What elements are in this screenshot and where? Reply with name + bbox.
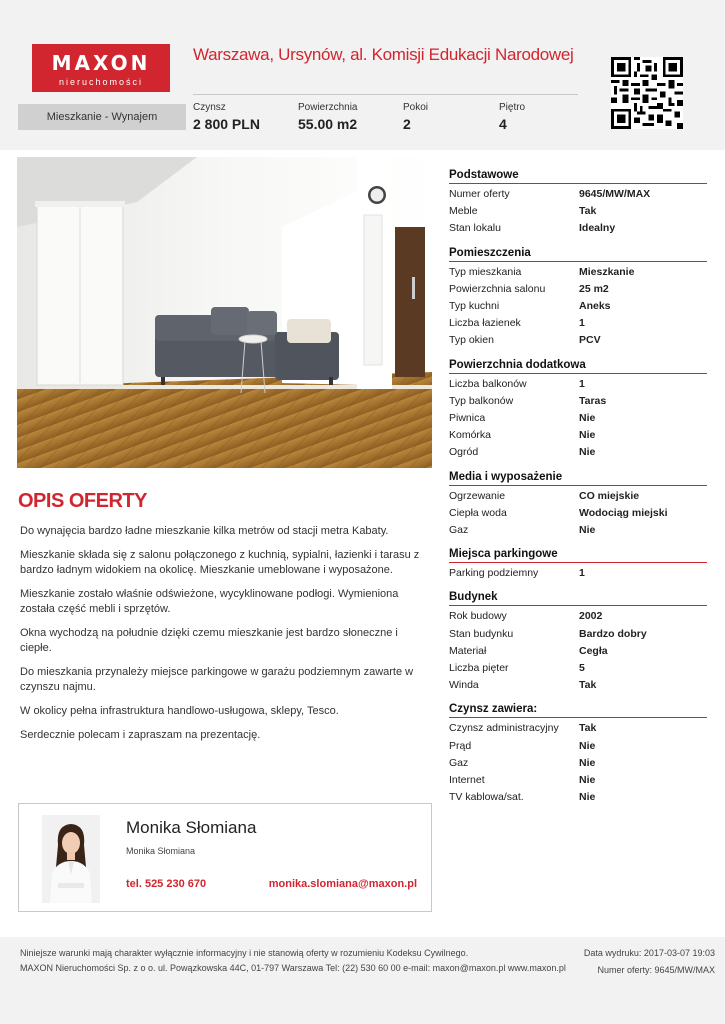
qr-code-icon — [611, 57, 683, 129]
header-divider — [193, 94, 578, 95]
stat-rent — [193, 101, 260, 134]
detail-key: Prąd — [449, 739, 472, 752]
footer-band — [0, 937, 725, 1024]
detail-value: 1 — [579, 567, 585, 580]
detail-key: Czynsz administracyjny — [449, 722, 559, 735]
detail-key: Typ balkonów — [449, 394, 514, 407]
stat-label: Piętro — [499, 102, 526, 113]
detail-key: Typ mieszkania — [449, 265, 522, 278]
description-paragraph: Mieszkanie składa się z salonu połączonego z kuchnią, sypialni, łazienki i tarasu z bardzo ładnym widokiem na okolicę. Mieszkanie umeblowane i wyposażone. — [20, 549, 420, 576]
logo-main-text: MAXON — [51, 51, 151, 75]
agent-photo — [42, 815, 100, 903]
detail-key: Winda — [449, 679, 479, 692]
description-title: OPIS OFERTY — [18, 490, 147, 512]
detail-value: 25 m2 — [579, 282, 609, 295]
detail-row — [449, 203, 707, 220]
footer-company-info: MAXON Nieruchomości Sp. z o o. ul. Powązkowska 44C, 01-797 Warszawa Tel: (22) 530 60 00 e-mail: maxon@maxon.pl www.maxon.pl — [20, 963, 566, 973]
section-title: Budynek — [449, 590, 707, 606]
detail-value: CO miejskie — [579, 489, 640, 502]
detail-row — [449, 789, 707, 806]
detail-key: TV kablowa/sat. — [449, 791, 524, 804]
detail-key: Liczba łazienek — [449, 317, 521, 330]
section-rent-includes — [449, 702, 707, 806]
detail-key: Gaz — [449, 524, 469, 537]
stat-rooms — [403, 101, 428, 134]
section-title: Media i wyposażenie — [449, 470, 707, 486]
description-paragraph: Okna wychodzą na południe dzięki czemu mieszkanie jest bardzo słoneczne i ciepłe. — [20, 627, 398, 654]
description-body — [20, 524, 430, 752]
section-rooms — [449, 246, 707, 350]
detail-value: Cegła — [579, 644, 608, 657]
detail-value: Nie — [579, 756, 596, 769]
description-paragraph: Do wynajęcia bardzo ładne mieszkanie kilka metrów od stacji metra Kabaty. — [20, 525, 389, 537]
detail-row — [449, 298, 707, 315]
section-title: Podstawowe — [449, 168, 707, 184]
detail-key: Parking podziemny — [449, 567, 539, 580]
section-building — [449, 590, 707, 694]
detail-value: Tak — [579, 722, 597, 735]
detail-row — [449, 332, 707, 349]
detail-row — [449, 264, 707, 281]
detail-key: Liczba pięter — [449, 662, 509, 675]
detail-key: Ciepła woda — [449, 506, 507, 519]
detail-value: Nie — [579, 791, 596, 804]
description-paragraph: W okolicy pełna infrastruktura handlowo-usługowa, sklepy, Tesco. — [20, 705, 339, 717]
detail-value: 2002 — [579, 610, 603, 623]
section-title: Miejsca parkingowe — [449, 547, 707, 563]
detail-key: Internet — [449, 774, 485, 787]
description-paragraph: Do mieszkania przynależy miejsce parkingowe w garażu podziemnym zawarte w czynszu najmu. — [20, 666, 414, 693]
maxon-logo — [32, 44, 170, 92]
detail-value: 1 — [579, 377, 585, 390]
detail-row — [449, 444, 707, 461]
section-extra-area — [449, 358, 707, 462]
detail-row — [449, 393, 707, 410]
detail-row — [449, 427, 707, 444]
agent-phone-link[interactable]: tel. 525 230 670 — [126, 878, 207, 890]
detail-key: Ogród — [449, 446, 479, 459]
detail-value: 5 — [579, 662, 585, 675]
detail-value: Mieszkanie — [579, 265, 635, 278]
detail-value: Bardzo dobry — [579, 627, 647, 640]
details-column — [449, 168, 707, 814]
header-band — [0, 0, 725, 150]
detail-key: Powierzchnia salonu — [449, 282, 546, 295]
detail-value: Nie — [579, 524, 596, 537]
detail-row — [449, 755, 707, 772]
detail-row — [449, 677, 707, 694]
stat-label: Pokoi — [403, 102, 429, 113]
detail-row — [449, 565, 707, 582]
detail-value: 1 — [579, 317, 585, 330]
agent-card — [18, 803, 432, 912]
stat-value: 55.00 m2 — [298, 116, 358, 132]
stat-value: 2 — [403, 116, 411, 132]
detail-value: Nie — [579, 739, 596, 752]
agent-subtitle: Monika Słomiana — [126, 846, 196, 856]
detail-row — [449, 720, 707, 737]
detail-key: Rok budowy — [449, 610, 507, 623]
detail-row — [449, 660, 707, 677]
detail-row — [449, 410, 707, 427]
description-paragraph: Serdecznie polecam i zapraszam na prezentację. — [20, 729, 261, 741]
stat-area — [298, 101, 357, 134]
stat-label: Czynsz — [193, 102, 226, 113]
agent-email-link[interactable]: monika.slomiana@maxon.pl — [268, 878, 417, 890]
section-basic — [449, 168, 707, 238]
stat-value: 2 800 PLN — [193, 116, 260, 132]
detail-row — [449, 315, 707, 332]
detail-key: Piwnica — [449, 412, 486, 425]
listing-type-badge: Mieszkanie - Wynajem — [18, 104, 186, 130]
detail-row — [449, 608, 707, 625]
footer-offer-number: Numer oferty: 9645/MW/MAX — [597, 965, 715, 975]
detail-row — [449, 376, 707, 393]
detail-key: Stan budynku — [449, 627, 514, 640]
footer-disclaimer: Niniejsze warunki mają charakter wyłącznie informacyjny i nie stanowią oferty w rozumieniu Kodeksu Cywilnego. — [20, 948, 469, 958]
footer-print-date: Data wydruku: 2017-03-07 19:03 — [583, 948, 715, 958]
detail-value: Tak — [579, 205, 597, 218]
detail-key: Gaz — [449, 756, 469, 769]
detail-row — [449, 281, 707, 298]
detail-key: Materiał — [449, 644, 487, 657]
detail-value: Nie — [579, 429, 596, 442]
detail-value: Nie — [579, 446, 596, 459]
section-title: Powierzchnia dodatkowa — [449, 358, 707, 374]
detail-row — [449, 186, 707, 203]
detail-key: Ogrzewanie — [449, 489, 506, 502]
detail-value: Aneks — [579, 300, 611, 313]
detail-value: Taras — [579, 394, 607, 407]
detail-row — [449, 505, 707, 522]
section-media — [449, 470, 707, 540]
detail-key: Meble — [449, 205, 478, 218]
section-title: Pomieszczenia — [449, 246, 707, 262]
property-address: Warszawa, Ursynów, al. Komisji Edukacji Narodowej — [193, 45, 574, 64]
property-photo — [17, 157, 432, 468]
detail-value: PCV — [579, 334, 601, 347]
detail-key: Numer oferty — [449, 188, 510, 200]
detail-value: Tak — [579, 679, 597, 692]
detail-key: Liczba balkonów — [449, 377, 527, 390]
detail-row — [449, 488, 707, 505]
detail-row — [449, 772, 707, 789]
detail-key: Typ okien — [449, 334, 494, 347]
detail-row — [449, 738, 707, 755]
stat-label: Powierzchnia — [298, 102, 358, 113]
stat-value: 4 — [499, 116, 507, 132]
description-paragraph: Mieszkanie zostało właśnie odświeżone, wycyklinowane podłogi. Wymieniona została część mebli i sprzętów. — [20, 588, 399, 615]
detail-row — [449, 626, 707, 643]
detail-value: Nie — [579, 412, 596, 425]
detail-key: Komórka — [449, 429, 492, 442]
logo-sub-text: nieruchomości — [58, 77, 144, 87]
detail-key: Typ kuchni — [449, 300, 500, 313]
detail-key: Stan lokalu — [449, 222, 501, 235]
detail-value: Nie — [579, 774, 596, 787]
section-title: Czynsz zawiera: — [449, 702, 707, 718]
section-parking — [449, 547, 707, 582]
stat-floor — [499, 101, 525, 134]
detail-value: 9645/MW/MAX — [579, 188, 651, 200]
detail-value: Wodociąg miejski — [579, 506, 668, 519]
detail-row — [449, 220, 707, 237]
detail-row — [449, 522, 707, 539]
agent-name: Monika Słomiana — [126, 818, 257, 837]
detail-value: Idealny — [579, 222, 616, 235]
detail-row — [449, 643, 707, 660]
